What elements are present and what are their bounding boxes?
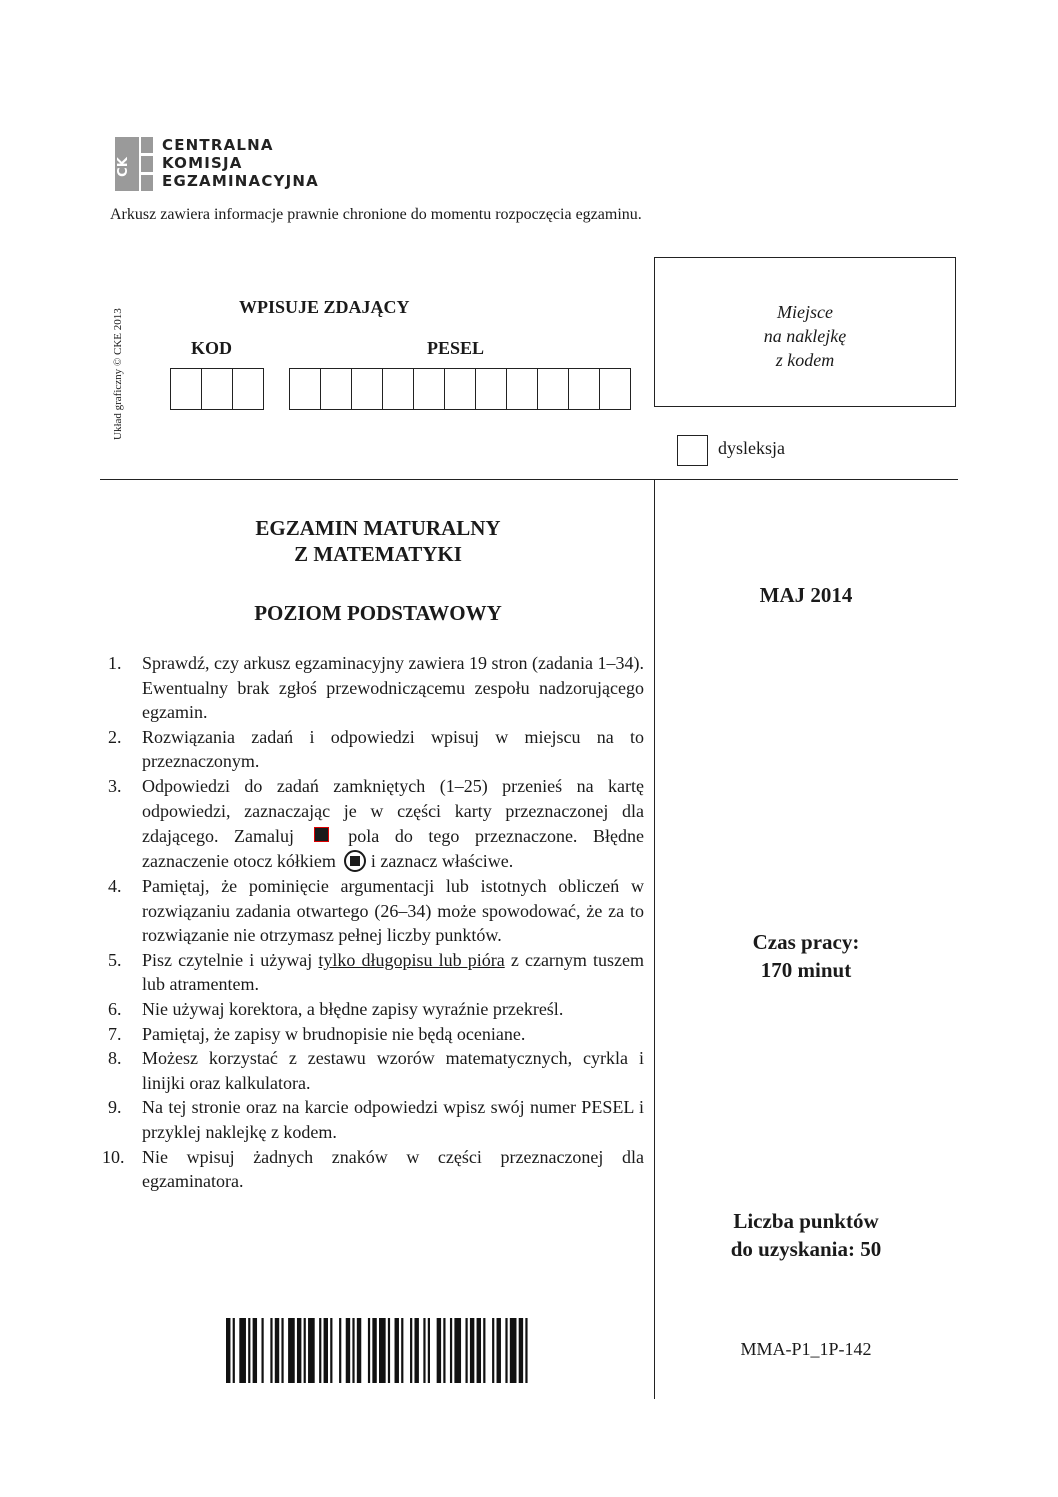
barcode-bar [470, 1318, 474, 1383]
dyslexia-checkbox[interactable] [677, 435, 708, 466]
sticker-line-2: na naklejkę [763, 326, 847, 346]
barcode-bar [410, 1318, 412, 1383]
barcode-bar [519, 1318, 523, 1383]
instruction-number: 1. [108, 653, 122, 673]
max-points [656, 1207, 956, 1263]
circled-square-icon [344, 850, 366, 872]
instruction-number: 4. [108, 875, 122, 896]
instruction-number: 3. [108, 775, 122, 796]
instruction-text: Możesz korzystać z zestawu wzorów matematycznych, cyrkla i linijki oraz kalkulatora. [142, 1048, 644, 1093]
pesel-cell[interactable] [414, 369, 445, 409]
instruction-text: Pamiętaj, że pominięcie argumentacji lub istotnych obliczeń w rozwiązaniu zadania otwartego (26–34) może spowodować, że za to rozwiązanie nie otrzymasz pełnej liczby punktów. [142, 875, 644, 946]
exam-code: MMA-P1_1P-142 [740, 1339, 872, 1359]
sticker-placeholder [654, 257, 956, 407]
barcode-bar [510, 1318, 517, 1383]
instruction-text: pola do tego przeznaczone. Błędne zaznaczenie otocz kółkiem [142, 825, 645, 871]
barcode-bar [352, 1318, 354, 1383]
instruction-item [108, 725, 644, 774]
pesel-cell[interactable] [445, 369, 476, 409]
cke-logo-text [162, 136, 319, 190]
logo-line-2: KOMISJA [162, 154, 243, 172]
exam-date: MAJ 2014 [759, 583, 853, 607]
barcode-bar [443, 1318, 445, 1383]
barcode-bar [304, 1318, 306, 1383]
instruction-number: 8. [108, 1048, 122, 1069]
barcode-bar [483, 1318, 485, 1383]
barcode-bar [450, 1318, 452, 1383]
instruction-text: Na tej stronie oraz na karcie odpowiedzi wpisz swój numer PESEL i przyklej naklejkę z kodem. [142, 1097, 644, 1142]
instruction-item [108, 1095, 644, 1144]
barcode-bar [368, 1318, 370, 1383]
duration-label: Czas pracy: [752, 930, 860, 954]
barcode-bar [525, 1318, 527, 1383]
pesel-cell[interactable] [321, 369, 352, 409]
barcode-bar [437, 1318, 441, 1383]
barcode-bar [492, 1318, 494, 1383]
barcode-bar [324, 1318, 328, 1383]
student-fill-title: WPISUJE ZDAJĄCY [239, 297, 410, 317]
barcode-bar [288, 1318, 295, 1383]
barcode-bar [423, 1318, 425, 1383]
instruction-item [108, 774, 644, 874]
barcode-bar [226, 1318, 230, 1383]
instruction-item [102, 1145, 644, 1194]
instruction-text: i zaznacz właściwe. [370, 850, 514, 871]
barcode-bar [253, 1318, 257, 1383]
kod-label: KOD [191, 338, 233, 358]
kod-cell[interactable] [233, 369, 263, 409]
exam-title [100, 515, 656, 567]
instruction-number: 2. [108, 726, 122, 747]
barcode-bar [319, 1318, 321, 1383]
duration-value: 170 minut [760, 958, 852, 982]
kod-input-boxes[interactable] [170, 368, 264, 410]
sticker-line-1: Miejsce [777, 302, 833, 322]
exam-level: POZIOM PODSTAWOWY [254, 601, 502, 625]
barcode-bar [401, 1318, 403, 1383]
pesel-cell[interactable] [383, 369, 414, 409]
barcode-bar [248, 1318, 250, 1383]
pesel-label: PESEL [427, 338, 485, 358]
instruction-number: 7. [108, 1023, 122, 1044]
instruction-item [108, 997, 644, 1022]
barcode-bar [281, 1318, 283, 1383]
pesel-input-boxes[interactable] [289, 368, 631, 410]
instruction-number: 10. [102, 1146, 125, 1167]
barcode-bar [414, 1318, 418, 1383]
instruction-item [108, 1022, 644, 1047]
instruction-number: 9. [108, 1097, 122, 1118]
barcode-bar [372, 1318, 376, 1383]
barcode [226, 1318, 532, 1383]
instruction-number: 6. [108, 998, 122, 1019]
instructions-list [102, 651, 645, 1194]
pesel-cell[interactable] [569, 369, 600, 409]
exam-title-line-1: EGZAMIN MATURALNY [255, 516, 501, 540]
barcode-bar [465, 1318, 467, 1383]
exam-duration [656, 928, 956, 984]
exam-title-line-2: Z MATEMATYKI [294, 542, 462, 566]
barcode-bar [261, 1318, 263, 1383]
instruction-text: Pamiętaj, że zapisy w brudnopisie nie będą oceniane. [142, 1023, 526, 1044]
instruction-text: Sprawdź, czy arkusz egzaminacyjny zawiera 19 stron (zadania 1–34). Ewentualny brak zgłoś przewodniczącemu zespołu nadzorującego egzamin. [142, 653, 644, 723]
instruction-item [108, 874, 644, 948]
kod-cell[interactable] [171, 369, 202, 409]
filled-square-icon [314, 827, 329, 842]
points-value: do uzyskania: 50 [730, 1237, 882, 1261]
instruction-text: z czarnym tuszem lub atramentem. [142, 949, 645, 995]
barcode-bar [428, 1318, 430, 1383]
pesel-cell[interactable] [600, 369, 630, 409]
confidentiality-notice: Arkusz zawiera informacje prawnie chronione do momentu rozpoczęcia egzaminu. [110, 206, 642, 223]
barcode-bar [330, 1318, 332, 1383]
instruction-item [108, 1046, 644, 1095]
barcode-bar [505, 1318, 507, 1383]
instruction-number: 5. [108, 949, 122, 970]
barcode-bar [233, 1318, 235, 1383]
pesel-cell[interactable] [507, 369, 538, 409]
instruction-text: Pisz czytelnie i używaj [142, 949, 313, 970]
instruction-text: Nie używaj korektora, a błędne zapisy wyraźnie przekreśl. [142, 998, 564, 1019]
barcode-bar [477, 1318, 481, 1383]
barcode-bar [239, 1318, 246, 1383]
barcode-bar [275, 1318, 279, 1383]
barcode-bar [308, 1318, 315, 1383]
instruction-emphasis: tylko długopisu lub pióra [318, 949, 505, 970]
pesel-cell[interactable] [290, 369, 321, 409]
copyright-note: Układ graficzny © CKE 2013 [112, 308, 124, 440]
instruction-text: Rozwiązania zadań i odpowiedzi wpisuj w miejscu na to przeznaczonym. [142, 726, 644, 772]
dyslexia-label: dysleksja [718, 438, 785, 458]
horizontal-divider [100, 479, 958, 480]
kod-cell[interactable] [202, 369, 233, 409]
barcode-bar [297, 1318, 301, 1383]
cke-logo-mark [115, 137, 153, 191]
instruction-item [108, 948, 644, 997]
barcode-bar [497, 1318, 501, 1383]
barcode-bar [357, 1318, 361, 1383]
instruction-text: Odpowiedzi do zadań zamkniętych (1–25) przenieś na kartę odpowiedzi, zaznaczając je w części karty przeznaczonej dla zdającego. Zamaluj [142, 775, 644, 846]
instruction-text: Nie wpisuj żadnych znaków w części przeznaczonej dla egzaminatora. [142, 1146, 644, 1192]
cke-logo-letters: CK [116, 157, 131, 177]
pesel-cell[interactable] [538, 369, 569, 409]
barcode-bar [270, 1318, 272, 1383]
logo-line-1: CENTRALNA [162, 136, 274, 154]
barcode-bar [379, 1318, 386, 1383]
barcode-bar [388, 1318, 390, 1383]
barcode-bar [339, 1318, 341, 1383]
pesel-cell[interactable] [352, 369, 383, 409]
instruction-item [108, 651, 644, 725]
barcode-bar [395, 1318, 399, 1383]
barcode-bar [454, 1318, 461, 1383]
pesel-cell[interactable] [476, 369, 507, 409]
barcode-bar [346, 1318, 350, 1383]
points-label: Liczba punktów [733, 1209, 879, 1233]
logo-line-3: EGZAMINACYJNA [162, 172, 319, 190]
sticker-line-3: z kodem [775, 350, 835, 370]
